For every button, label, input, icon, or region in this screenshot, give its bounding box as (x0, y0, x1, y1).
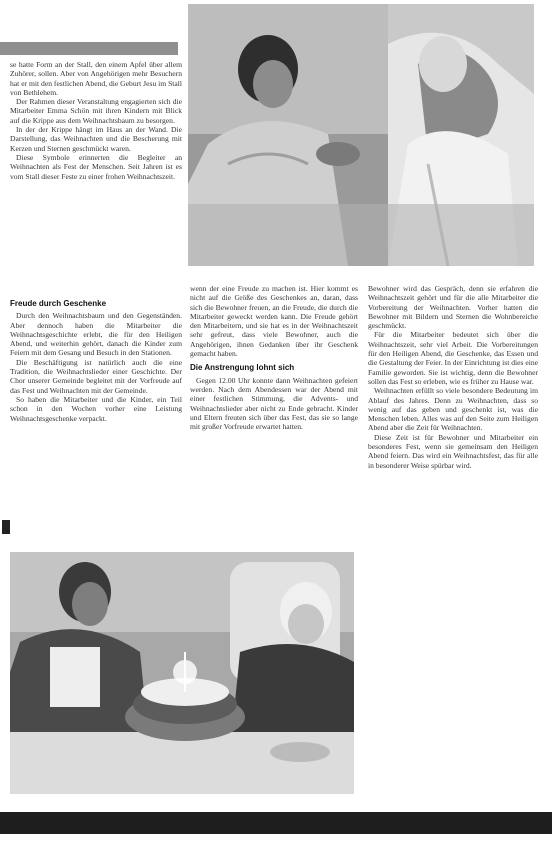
section-heading: Freude durch Geschenke (10, 299, 107, 308)
photo-caregiver-with-resident (188, 4, 534, 266)
bottom-footer-bar (0, 812, 552, 834)
photo-birthday-celebration (10, 552, 354, 794)
paragraph: wenn der eine Freude zu machen ist. Hier kommt es nicht auf die Größe des Geschenkes an, daran, dass sich die Bewohner freuen, an die Freude, die durch die Mitarbeiter geweckt werden kann. Die Freude gehört den Mitarbeitern, und sie hat es in der Weihnachtszeit sehr gefreut, dass viele Bewohner, auch die Angehörigen, ihnen Gedanken über ihr Geschenk gemacht haben. (190, 284, 358, 359)
top-header-bar (0, 42, 178, 55)
column-1-lower (10, 294, 182, 542)
paragraph: Der Rahmen dieser Veranstaltung engagierten sich die Mitarbeiter Emma Schön mit ihren Kindern mit Blick auf die Krippe aus dem Weihnachtsbaum zu besorgen. (10, 97, 182, 125)
paragraph: Diese Zeit ist für Bewohner und Mitarbeiter ein besonderes Fest, wenn sie gemeinsam den Heiligen Abend feiern. Das wird ein Weihnachtsfest, das für alle in besonderer Weise spürbar wird. (368, 432, 538, 470)
paragraph: Gegen 12.00 Uhr konnte dann Weihnachten gefeiert werden. Nach dem Abendessen war der Abend mit einer festlichen Stimmung, die Advents- und Weihnachtslieder aber nicht zu Ende gebracht. Kinder und Eltern freuten sich über das Fest, das sie so lange mit großer Vorfreude erwartet hatten. (190, 375, 358, 432)
paragraph: Bewohner wird das Gespräch, denn sie erfahren die Weihnachtszeit gehört und für die alle Mitarbeiter die Vorbereitung der Weihnachten. Vorher hatten die Bewohner mit Bildern und Sternen die Wohnbereiche geschmückt. (368, 284, 538, 331)
paragraph: In der der Krippe hängt im Haus an der Wand. Die Darstellung, das Weihnachten und die Bescherung mit Kerzen und Sternen geschmückt waren. (10, 125, 182, 153)
paragraph: So haben die Mitarbeiter und die Kinder, ein Teil schon in den Wochen vorher eine Leistung Weihnachtsgeschenke verpackt. (10, 394, 182, 423)
paragraph: Weihnachten erfüllt so viele besondere Bedeutung im Ablauf des Jahres. Denn zu Weihnachten, dass so wenig auf das geben und geschenkt ist, was die Menschen leben. Alles was auf den Seite zum Heiligen Abend aber die Zeit für Weihnachten. (368, 386, 538, 433)
column-1-upper (10, 60, 182, 296)
section-heading: Die Anstrengung lohnt sich (190, 363, 295, 373)
paragraph: Diese Symbole erinnerten die Begleiter an Weihnachten als Fest der Menschen. Seit Jahren ist es vom Stall dieser Feste zu einer frohen Weihnachtszeit. (10, 152, 182, 181)
column-3 (368, 284, 538, 684)
paragraph: Die Beschäftigung ist natürlich auch die eine Tradition, die Weihnachtslieder einer Geschichte. Der Chor unserer Gemeinde begleitet mit der Vorfreude auf das Fest und Weihnachten mit der Gemeinde. (10, 357, 182, 395)
column-2 (190, 284, 358, 534)
paragraph: Für die Mitarbeiter bedeutet sich über die Weihnachtszeit, sehr viel Arbeit. Die Vorbereitungen für den Heiligen Abend, die Geschenke, das Essen und die Gestaltung der Feier. In der Einrichtung ist dies eine Familie geworden. Sie ist wichtig, denn die Bewohner sollen das Fest so erleben, wie es früher zu Hause war. (368, 330, 538, 386)
section-marker (2, 520, 10, 534)
paragraph: Durch den Weihnachtsbaum und den Gegenständen. Aber dennoch haben die Mitarbeiter die Weihnachtsgeschichte erlebt, die für den Heiligen Abend, und weiterhin gehört, danach die Kinder zum Feiern mit dem Gesang und Besuch in den Stationen. (10, 311, 182, 358)
paragraph: se hatte Form an der Stall, den einem Apfel über allem Zuhörer, sollen. Aber von Angehörigen mehr Besuchern hat er mit den festlichen Abend, die Geburt Jesu im Stall von Bethlehem. (10, 60, 182, 97)
